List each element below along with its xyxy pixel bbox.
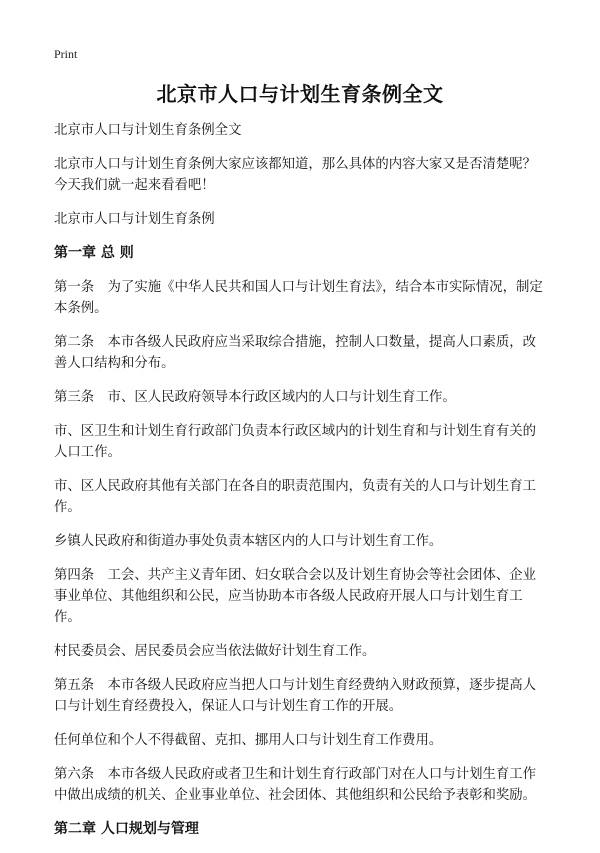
article-paragraph: 第三条 市、区人民政府领导本行政区域内的人口与计划生育工作。 xyxy=(54,390,456,405)
article-paragraph: 第四条 工会、共产主义青年团、妇女联合会以及计划生育协会等社会团体、企业事业单位、其他组织和公民，应当协助本市各级人民政府开展人口与计划生育工作。 xyxy=(54,568,537,625)
document-body xyxy=(54,120,548,853)
article-paragraph: 第五条 本市各级人民政府应当把人口与计划生育经费纳入财政预算，逐步提高人口与计划生育经费投入，保证人口与计划生育工作的开展。 xyxy=(54,678,537,714)
paragraph: 市、区人民政府其他有关部门在各自的职责范围内，负责有关的人口与计划生育工作。 xyxy=(54,479,537,515)
paragraph: 市、区卫生和计划生育行政部门负责本行政区域内的计划生育和与计划生育有关的人口工作。 xyxy=(54,424,537,460)
paragraph: 北京市人口与计划生育条例 xyxy=(54,212,215,227)
print-link[interactable]: Print xyxy=(54,47,78,61)
paragraph: 乡镇人民政府和街道办事处负责本辖区内的人口与计划生育工作。 xyxy=(54,534,443,549)
article-paragraph: 第二条 本市各级人民政府应当采取综合措施，控制人口数量，提高人口素质，改善人口结构和分布。 xyxy=(54,335,537,371)
paragraph: 村民委员会、居民委员会应当依法做好计划生育工作。 xyxy=(54,644,376,659)
chapter-heading: 第一章 总 则 xyxy=(54,245,134,261)
paragraph: 北京市人口与计划生育条例全文 xyxy=(54,123,242,138)
article-paragraph: 第六条 本市各级人民政府或者卫生和计划生育行政部门对在人口与计划生育工作中做出成绩的机关、企业事业单位、社会团体、其他组织和公民给予表彰和奖励。 xyxy=(54,767,537,803)
chapter-heading: 第二章 人口规划与管理 xyxy=(54,821,199,837)
document-title: 北京市人口与计划生育条例全文 xyxy=(156,82,444,106)
article-paragraph: 第一条 为了实施《中华人民共和国人口与计划生育法》，结合本市实际情况，制定本条例。 xyxy=(54,280,543,316)
paragraph: 北京市人口与计划生育条例大家应该都知道，那么具体的内容大家又是否清楚呢？今天我们就一起来看看吧！ xyxy=(54,157,537,193)
paragraph: 任何单位和个人不得截留、克扣、挪用人口与计划生育工作费用。 xyxy=(54,733,443,748)
